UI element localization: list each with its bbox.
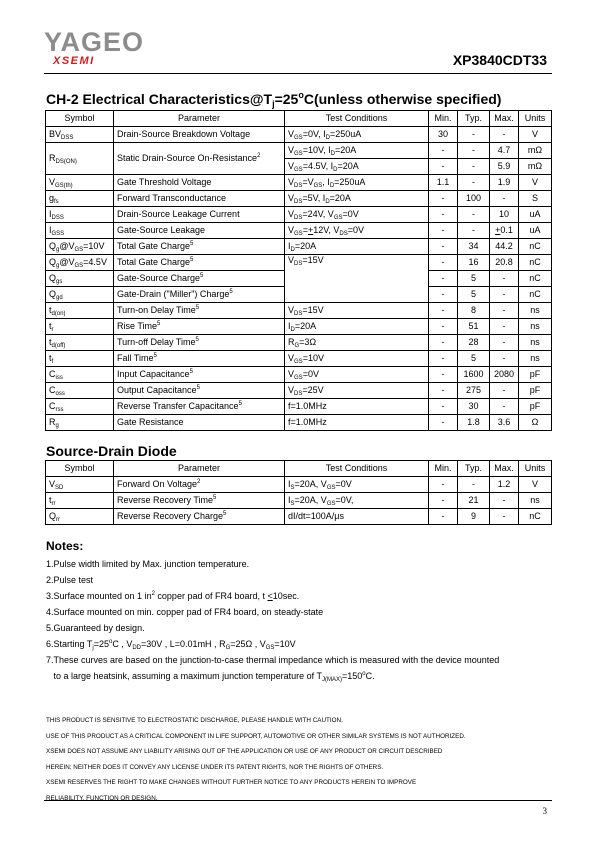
typ-cell: - bbox=[458, 477, 490, 493]
parameter-cell: Total Gate Charge$^5$ bbox=[114, 239, 285, 255]
column-header: Max. bbox=[490, 111, 519, 127]
source-drain-diode-table bbox=[45, 460, 552, 525]
typ-cell: 16 bbox=[458, 255, 490, 271]
table-row bbox=[46, 351, 552, 367]
table-row bbox=[46, 239, 552, 255]
typ-cell: 5 bbox=[458, 271, 490, 287]
conditions-cell: $V_{GS}=4.5V$, $I_D=20A$ bbox=[285, 159, 429, 175]
disclaimer-line: XSEMI RESERVES THE RIGHT TO MAKE CHANGES WITHOUT FURTHER NOTICE TO ANY PRODUCTS HEREIN TO IMPROVE bbox=[46, 779, 417, 787]
symbol-cell: $R_{DS(ON)}$ bbox=[46, 143, 114, 175]
parameter-cell: Gate Threshold Voltage bbox=[114, 175, 285, 191]
min-cell: - bbox=[429, 191, 458, 207]
conditions-cell: $I_D=20A$ bbox=[285, 239, 429, 255]
conditions-cell: f=1.0MHz bbox=[285, 415, 429, 431]
column-header: Symbol bbox=[46, 461, 114, 477]
max-cell: - bbox=[490, 335, 519, 351]
header-divider bbox=[44, 73, 552, 74]
parameter-cell: Fall Time$^5$ bbox=[114, 351, 285, 367]
unit-cell: uA bbox=[519, 223, 552, 239]
max-cell: 1.9 bbox=[490, 175, 519, 191]
unit-cell: Ω bbox=[519, 415, 552, 431]
table-row bbox=[46, 255, 552, 271]
max-cell: 20.8 bbox=[490, 255, 519, 271]
symbol-cell: $Q_{gd}$ bbox=[46, 287, 114, 303]
table-row bbox=[46, 399, 552, 415]
company-logo bbox=[44, 29, 144, 67]
parameter-cell: Rise Time$^5$ bbox=[114, 319, 285, 335]
table-row bbox=[46, 415, 552, 431]
disclaimer-line: USE OF THIS PRODUCT AS A CRITICAL COMPONENT IN LIFE SUPPORT, AUTOMOTIVE OR OTHER SIMILAR SYSTEMS IS NOT AUTHORIZED. bbox=[46, 732, 466, 740]
min-cell: - bbox=[429, 143, 458, 159]
symbol-cell: $I_{GSS}$ bbox=[46, 223, 114, 239]
max-cell: - bbox=[490, 271, 519, 287]
symbol-cell: $t_f$ bbox=[46, 351, 114, 367]
title-sup: o bbox=[298, 90, 304, 100]
unit-cell: pF bbox=[519, 383, 552, 399]
max-cell: - bbox=[490, 399, 519, 415]
typ-cell: - bbox=[458, 175, 490, 191]
min-cell: - bbox=[429, 351, 458, 367]
unit-cell: nC bbox=[519, 271, 552, 287]
conditions-cell: $R_G=3\Omega$ bbox=[285, 335, 429, 351]
column-header: Test Conditions bbox=[285, 111, 429, 127]
conditions-cell: $I_S=20A$, $V_{GS}=0V$ bbox=[285, 477, 429, 493]
symbol-cell: $t_{d(on)}$ bbox=[46, 303, 114, 319]
conditions-cell: $V_{GS}=10V$ bbox=[285, 351, 429, 367]
symbol-cell: $BV_{DSS}$ bbox=[46, 127, 114, 143]
parameter-cell: Reverse Recovery Time$^5$ bbox=[114, 493, 285, 509]
max-cell: - bbox=[490, 509, 519, 525]
typ-cell: 1600 bbox=[458, 367, 490, 383]
max-cell: - bbox=[490, 493, 519, 509]
symbol-cell: $t_{d(off)}$ bbox=[46, 335, 114, 351]
unit-cell: S bbox=[519, 191, 552, 207]
table-row bbox=[46, 335, 552, 351]
unit-cell: V bbox=[519, 477, 552, 493]
symbol-cell: $V_{SD}$ bbox=[46, 477, 114, 493]
symbol-cell: $V_{GS(th)}$ bbox=[46, 175, 114, 191]
parameter-cell: Gate-Source Leakage bbox=[114, 223, 285, 239]
column-header: Units bbox=[519, 461, 552, 477]
min-cell: - bbox=[429, 271, 458, 287]
unit-cell: mΩ bbox=[519, 159, 552, 175]
unit-cell: ns bbox=[519, 303, 552, 319]
table-row bbox=[46, 477, 552, 493]
parameter-cell: Forward Transconductance bbox=[114, 191, 285, 207]
column-header: Test Conditions bbox=[285, 461, 429, 477]
max-cell: - bbox=[490, 127, 519, 143]
min-cell: 30 bbox=[429, 127, 458, 143]
table-row bbox=[46, 319, 552, 335]
note-item: to a large heatsink, assuming a maximum junction temperature of $T_{J(MAX)}=150^oC$. bbox=[46, 671, 375, 683]
title-mid: =25 bbox=[274, 91, 299, 107]
ch2-section-title bbox=[46, 91, 501, 107]
table-row bbox=[46, 303, 552, 319]
unit-cell: nC bbox=[519, 287, 552, 303]
source-drain-section-title: Source-Drain Diode bbox=[46, 443, 177, 459]
note-item: 4.Surface mounted on min. copper pad of FR4 board, on steady-state bbox=[46, 607, 324, 617]
typ-cell: 8 bbox=[458, 303, 490, 319]
typ-cell: 21 bbox=[458, 493, 490, 509]
max-cell: - bbox=[490, 303, 519, 319]
typ-cell: - bbox=[458, 207, 490, 223]
unit-cell: ns bbox=[519, 335, 552, 351]
max-cell: 3.6 bbox=[490, 415, 519, 431]
parameter-cell: Input Capacitance$^5$ bbox=[114, 367, 285, 383]
max-cell: - bbox=[490, 191, 519, 207]
unit-cell: ns bbox=[519, 319, 552, 335]
conditions-cell: $V_{GS}=10V$, $I_D=20A$ bbox=[285, 143, 429, 159]
unit-cell: V bbox=[519, 127, 552, 143]
notes-list bbox=[46, 556, 551, 684]
conditions-cell: $V_{DS}=25V$ bbox=[285, 383, 429, 399]
conditions-cell: $V_{GS}=0V$ bbox=[285, 367, 429, 383]
title-prefix: CH-2 Electrical Characteristics@T bbox=[46, 91, 273, 107]
conditions-cell: $V_{GS}=0V$, $I_D=250uA$ bbox=[285, 127, 429, 143]
table-row bbox=[46, 223, 552, 239]
min-cell: - bbox=[429, 159, 458, 175]
column-header: Typ. bbox=[458, 111, 490, 127]
parameter-cell: Drain-Source Leakage Current bbox=[114, 207, 285, 223]
page-number: 3 bbox=[542, 806, 547, 816]
typ-cell: - bbox=[458, 223, 490, 239]
unit-cell: ns bbox=[519, 493, 552, 509]
max-cell: 5.9 bbox=[490, 159, 519, 175]
conditions-cell: $V_{GS}=+12V$, $V_{DS}=0V$ bbox=[285, 223, 429, 239]
typ-cell: - bbox=[458, 159, 490, 175]
min-cell: - bbox=[429, 383, 458, 399]
note-item: 7.These curves are based on the junction-to-case thermal impedance which is measured with the device mounted bbox=[46, 655, 500, 665]
symbol-cell: $t_{rr}$ bbox=[46, 493, 114, 509]
max-cell: +0.1 bbox=[490, 223, 519, 239]
parameter-cell: Static Drain-Source On-Resistance$^2$ bbox=[114, 143, 285, 175]
typ-cell: 5 bbox=[458, 351, 490, 367]
typ-cell: 28 bbox=[458, 335, 490, 351]
unit-cell: pF bbox=[519, 367, 552, 383]
disclaimer-line: HEREIN; NEITHER DOES IT CONVEY ANY LICENSE UNDER ITS PATENT RIGHTS, NOR THE RIGHTS OF OTHERS. bbox=[46, 763, 384, 771]
table-header-row bbox=[46, 461, 552, 477]
min-cell: - bbox=[429, 493, 458, 509]
symbol-cell: $g_{fs}$ bbox=[46, 191, 114, 207]
unit-cell: nC bbox=[519, 509, 552, 525]
parameter-cell: Reverse Transfer Capacitance$^5$ bbox=[114, 399, 285, 415]
table-row bbox=[46, 383, 552, 399]
typ-cell: 9 bbox=[458, 509, 490, 525]
min-cell: - bbox=[429, 367, 458, 383]
column-header: Parameter bbox=[114, 461, 285, 477]
unit-cell: V bbox=[519, 175, 552, 191]
max-cell: 2080 bbox=[490, 367, 519, 383]
min-cell: 1.1 bbox=[429, 175, 458, 191]
part-number: XP3840CDT33 bbox=[452, 52, 547, 68]
column-header: Max. bbox=[490, 461, 519, 477]
symbol-cell: $t_r$ bbox=[46, 319, 114, 335]
conditions-cell: $V_{DS}=15V$ bbox=[285, 255, 429, 303]
min-cell: - bbox=[429, 509, 458, 525]
column-header: Symbol bbox=[46, 111, 114, 127]
max-cell: 44.2 bbox=[490, 239, 519, 255]
logo-main-text: YAGEO bbox=[44, 27, 145, 57]
symbol-cell: $C_{iss}$ bbox=[46, 367, 114, 383]
max-cell: 4.7 bbox=[490, 143, 519, 159]
unit-cell: uA bbox=[519, 207, 552, 223]
disclaimer-line: RELIABILITY, FUNCTION OR DESIGN. bbox=[46, 794, 158, 802]
typ-cell: - bbox=[458, 127, 490, 143]
note-item: 1.Pulse width limited by Max. junction temperature. bbox=[46, 559, 250, 569]
typ-cell: 51 bbox=[458, 319, 490, 335]
typ-cell: 275 bbox=[458, 383, 490, 399]
max-cell: - bbox=[490, 319, 519, 335]
note-item: 6.Starting $T_j=25^oC$ , $V_{DD}=30V$ , L=0.01mH , $R_G=25\Omega$ , $V_{GS}=10V$ bbox=[46, 639, 296, 651]
typ-cell: 30 bbox=[458, 399, 490, 415]
min-cell: - bbox=[429, 255, 458, 271]
symbol-cell: $C_{oss}$ bbox=[46, 383, 114, 399]
symbol-cell: $C_{rss}$ bbox=[46, 399, 114, 415]
parameter-cell: Gate-Source Charge$^5$ bbox=[114, 271, 285, 287]
table-row bbox=[46, 509, 552, 525]
symbol-cell: $R_g$ bbox=[46, 415, 114, 431]
unit-cell: ns bbox=[519, 351, 552, 367]
table-row bbox=[46, 207, 552, 223]
min-cell: - bbox=[429, 415, 458, 431]
min-cell: - bbox=[429, 319, 458, 335]
parameter-cell: Total Gate Charge$^5$ bbox=[114, 255, 285, 271]
typ-cell: 1.8 bbox=[458, 415, 490, 431]
table-row bbox=[46, 127, 552, 143]
parameter-cell: Reverse Recovery Charge$^5$ bbox=[114, 509, 285, 525]
min-cell: - bbox=[429, 303, 458, 319]
max-cell: - bbox=[490, 351, 519, 367]
table-row bbox=[46, 367, 552, 383]
symbol-cell: $Q_{gs}$ bbox=[46, 271, 114, 287]
unit-cell: nC bbox=[519, 255, 552, 271]
symbol-cell: $Q_g@V_{GS}=4.5V$ bbox=[46, 255, 114, 271]
parameter-cell: Gate Resistance bbox=[114, 415, 285, 431]
logo-sub-text: XSEMI bbox=[53, 55, 95, 67]
typ-cell: - bbox=[458, 143, 490, 159]
table-row bbox=[46, 493, 552, 509]
typ-cell: 100 bbox=[458, 191, 490, 207]
table-row bbox=[46, 191, 552, 207]
typ-cell: 34 bbox=[458, 239, 490, 255]
max-cell: - bbox=[490, 383, 519, 399]
max-cell: 10 bbox=[490, 207, 519, 223]
conditions-cell: $I_S=20A$, $V_{GS}=0V$, bbox=[285, 493, 429, 509]
min-cell: - bbox=[429, 223, 458, 239]
parameter-cell: Output Capacitance$^5$ bbox=[114, 383, 285, 399]
table-row bbox=[46, 143, 552, 159]
min-cell: - bbox=[429, 287, 458, 303]
max-cell: 1.2 bbox=[490, 477, 519, 493]
column-header: Typ. bbox=[458, 461, 490, 477]
conditions-cell: dI/dt=100A/μs bbox=[285, 509, 429, 525]
unit-cell: nC bbox=[519, 239, 552, 255]
min-cell: - bbox=[429, 399, 458, 415]
table-row bbox=[46, 175, 552, 191]
column-header: Min. bbox=[429, 111, 458, 127]
title-suffix: C(unless otherwise specified) bbox=[303, 91, 502, 107]
column-header: Parameter bbox=[114, 111, 285, 127]
conditions-cell: $V_{DS}=15V$ bbox=[285, 303, 429, 319]
conditions-cell: $I_D=20A$ bbox=[285, 319, 429, 335]
symbol-cell: $I_{DSS}$ bbox=[46, 207, 114, 223]
electrical-characteristics-table bbox=[45, 110, 552, 431]
column-header: Min. bbox=[429, 461, 458, 477]
note-item: 5.Guaranteed by design. bbox=[46, 623, 145, 633]
disclaimer-line: XSEMI DOES NOT ASSUME ANY LIABILITY ARISING OUT OF THE APPLICATION OR USE OF ANY PRODUCT OR CIRCUIT DESCRIBED bbox=[46, 748, 443, 756]
min-cell: - bbox=[429, 239, 458, 255]
note-item: 3.Surface mounted on 1 $in^2$ copper pad of FR4 board, t <10sec. bbox=[46, 591, 300, 601]
parameter-cell: Turn-off Delay Time$^5$ bbox=[114, 335, 285, 351]
note-item: 2.Pulse test bbox=[46, 575, 94, 585]
parameter-cell: Drain-Source Breakdown Voltage bbox=[114, 127, 285, 143]
column-header: Units bbox=[519, 111, 552, 127]
disclaimer-text bbox=[46, 713, 551, 807]
min-cell: - bbox=[429, 335, 458, 351]
conditions-cell: $V_{DS}=24V$, $V_{GS}=0V$ bbox=[285, 207, 429, 223]
min-cell: - bbox=[429, 477, 458, 493]
typ-cell: 5 bbox=[458, 287, 490, 303]
footer-divider bbox=[44, 800, 552, 801]
title-sub: j bbox=[272, 99, 275, 109]
parameter-cell: Gate-Drain ("Miller") Charge$^5$ bbox=[114, 287, 285, 303]
symbol-cell: $Q_{rr}$ bbox=[46, 509, 114, 525]
disclaimer-line: THIS PRODUCT IS SENSITIVE TO ELECTROSTATIC DISCHARGE, PLEASE HANDLE WITH CAUTION. bbox=[46, 717, 343, 724]
unit-cell: pF bbox=[519, 399, 552, 415]
parameter-cell: Turn-on Delay Time$^5$ bbox=[114, 303, 285, 319]
conditions-cell: $V_{DS}=V_{GS}$, $I_D=250uA$ bbox=[285, 175, 429, 191]
symbol-cell: $Q_g@V_{GS}=10V$ bbox=[46, 239, 114, 255]
conditions-cell: $V_{DS}=5V$, $I_D=20A$ bbox=[285, 191, 429, 207]
table-header-row bbox=[46, 111, 552, 127]
max-cell: - bbox=[490, 287, 519, 303]
notes-title: Notes: bbox=[46, 539, 84, 553]
parameter-cell: Forward On Voltage$^2$ bbox=[114, 477, 285, 493]
min-cell: - bbox=[429, 207, 458, 223]
unit-cell: mΩ bbox=[519, 143, 552, 159]
conditions-cell: f=1.0MHz bbox=[285, 399, 429, 415]
